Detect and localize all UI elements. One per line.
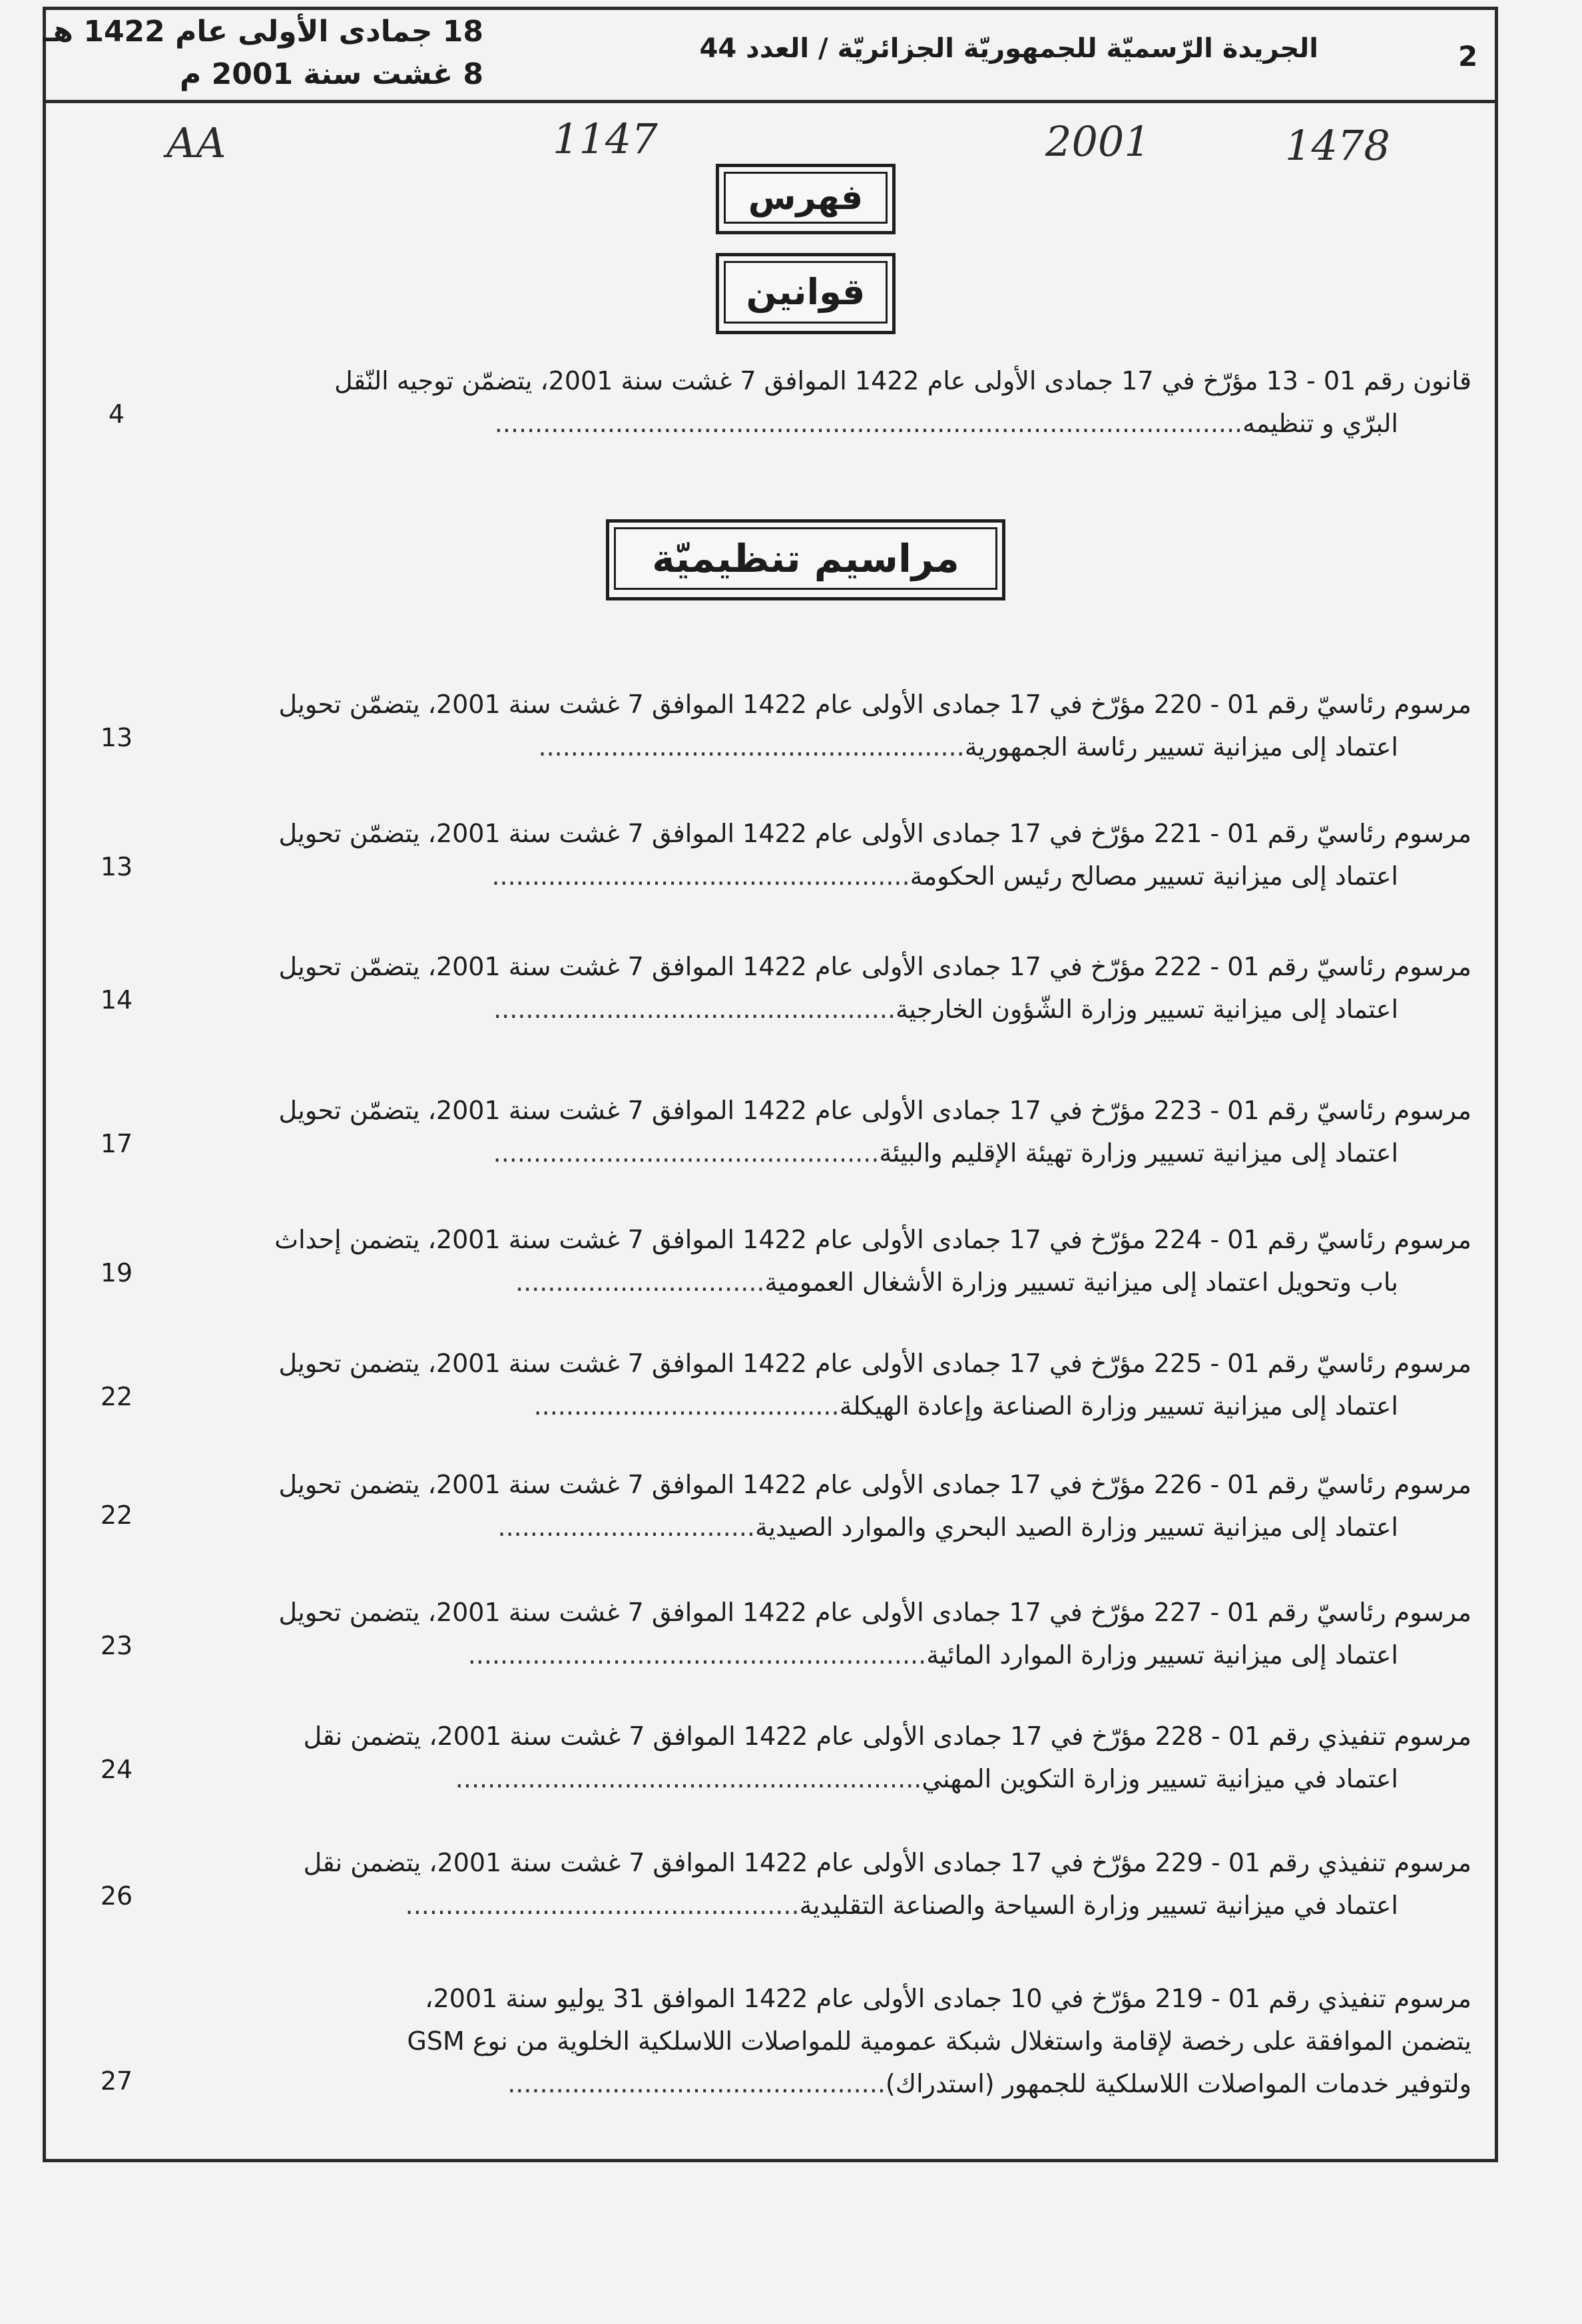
entry-line: مرسوم رئاسيّ رقم 01 - 220 مؤرّخ في 17 جمادى الأولى عام 1422 الموافق 7 غشت سنة 2001، يتضمّن تحويل [278, 690, 1471, 719]
toc-page-number: 4 [108, 399, 125, 429]
toc-entry-decree [166, 1218, 1471, 1303]
toc-entry-decree [166, 1342, 1471, 1427]
section-box-marasim [606, 519, 1005, 600]
entry-line: مرسوم تنفيذي رقم 01 - 228 مؤرّخ في 17 جمادى الأولى عام 1422 الموافق 7 غشت سنة 2001، يتضمن نقل [303, 1722, 1471, 1751]
header-journal-title: الجريدة الرّسميّة للجمهوريّة الجزائريّة / العدد 44 [699, 33, 1318, 64]
entry-line: اعتماد إلى ميزانية تسيير وزارة تهيئة الإقليم والبيئة................................................ [493, 1138, 1398, 1168]
toc-page-number: 23 [100, 1631, 133, 1660]
toc-entry-decree [166, 1841, 1471, 1927]
entry-line: مرسوم تنفيذي رقم 01 - 219 مؤرّخ في 10 جمادى الأولى عام 1422 الموافق 31 يوليو سنة 2001، [425, 1984, 1471, 2013]
entry-line: اعتماد إلى ميزانية تسيير وزارة الشّؤون الخارجية.................................................. [493, 995, 1398, 1024]
toc-entry-decree [166, 1715, 1471, 1800]
toc-page-number: 24 [100, 1755, 133, 1784]
entry-line: مرسوم رئاسيّ رقم 01 - 225 مؤرّخ في 17 جمادى الأولى عام 1422 الموافق 7 غشت سنة 2001، يتضمن تحويل [278, 1349, 1471, 1378]
toc-entry-decree [166, 1463, 1471, 1548]
toc-entry-decree [166, 1591, 1471, 1676]
handwritten-mark: 2001 [1045, 117, 1151, 166]
toc-entry-decree-last [166, 1977, 1471, 2105]
section-title-marasim: مراسيم تنظيميّة [614, 527, 997, 590]
toc-page-number: 13 [100, 852, 133, 881]
toc-entry-decree [166, 812, 1471, 897]
entry-line: قانون رقم 01 - 13 مؤرّخ في 17 جمادى الأولى عام 1422 الموافق 7 غشت سنة 2001، يتضمّن توجيه النّقل [334, 366, 1471, 395]
toc-page-number: 17 [100, 1129, 133, 1158]
handwritten-mark: AA [166, 118, 226, 167]
entry-line: مرسوم رئاسيّ رقم 01 - 223 مؤرّخ في 17 جمادى الأولى عام 1422 الموافق 7 غشت سنة 2001، يتضمّن تحويل [278, 1096, 1471, 1125]
handwritten-mark: 1478 [1285, 121, 1390, 170]
toc-page-number: 22 [100, 1501, 133, 1530]
entry-line: اعتماد إلى ميزانية تسيير وزارة الموارد المائية......................................................... [467, 1640, 1398, 1670]
section-title-qawanin: قوانين [724, 261, 888, 324]
toc-page-number: 14 [100, 985, 133, 1015]
entry-line: مرسوم رئاسيّ رقم 01 - 222 مؤرّخ في 17 جمادى الأولى عام 1422 الموافق 7 غشت سنة 2001، يتضمّن تحويل [278, 952, 1471, 981]
toc-page-number: 13 [100, 723, 133, 752]
entry-line: اعتماد إلى ميزانية تسيير وزارة الصناعة وإعادة الهيكلة...................................... [533, 1391, 1398, 1421]
entry-line: يتضمن الموافقة على رخصة لإقامة واستغلال شبكة عمومية للمواصلات اللاسلكية الخلوية من نوع GSM [407, 2026, 1471, 2056]
entry-line: اعتماد في ميزانية تسيير وزارة السياحة والصناعة التقليدية................................................. [405, 1891, 1398, 1920]
entry-line: مرسوم رئاسيّ رقم 01 - 224 مؤرّخ في 17 جمادى الأولى عام 1422 الموافق 7 غشت سنة 2001، يتضمن إحداث [274, 1225, 1471, 1254]
section-box-fihris [716, 164, 896, 234]
header-page-number: 2 [1458, 40, 1478, 73]
toc-entry-decree [166, 683, 1471, 768]
entry-line: مرسوم رئاسيّ رقم 01 - 227 مؤرّخ في 17 جمادى الأولى عام 1422 الموافق 7 غشت سنة 2001، يتضمن تحويل [278, 1598, 1471, 1627]
toc-entry-law [166, 359, 1471, 445]
header-date-hijri: 18 جمادى الأولى عام 1422 هـ [43, 15, 483, 49]
toc-page-number: 19 [100, 1258, 133, 1287]
handwritten-mark: 1147 [553, 115, 658, 163]
entry-line: البرّي و تنظيمه............................................................................................. [494, 409, 1398, 438]
toc-page-number: 26 [100, 1881, 133, 1911]
toc-entry-decree [166, 1089, 1471, 1174]
header-divider [43, 100, 1498, 103]
toc-page-number: 22 [100, 1382, 133, 1411]
section-box-qawanin [716, 253, 896, 334]
entry-line: مرسوم تنفيذي رقم 01 - 229 مؤرّخ في 17 جمادى الأولى عام 1422 الموافق 7 غشت سنة 2001، يتضمن نقل [303, 1848, 1471, 1877]
entry-line: مرسوم رئاسيّ رقم 01 - 221 مؤرّخ في 17 جمادى الأولى عام 1422 الموافق 7 غشت سنة 2001، يتضمّن تحويل [278, 819, 1471, 848]
entry-line: ولتوفير خدمات المواصلات اللاسلكية للجمهور (استدراك)............................................... [507, 2069, 1471, 2098]
entry-line: اعتماد في ميزانية تسيير وزارة التكوين المهني.......................................................... [455, 1764, 1398, 1793]
entry-line: اعتماد إلى ميزانية تسيير وزارة الصيد البحري والموارد الصيدية................................ [497, 1512, 1398, 1542]
entry-line: اعتماد إلى ميزانية تسيير مصالح رئيس الحكومة.................................................... [491, 861, 1398, 891]
entry-line: اعتماد إلى ميزانية تسيير رئاسة الجمهورية..................................................... [538, 732, 1398, 762]
entry-line: مرسوم رئاسيّ رقم 01 - 226 مؤرّخ في 17 جمادى الأولى عام 1422 الموافق 7 غشت سنة 2001، يتضمن تحويل [278, 1470, 1471, 1499]
header-date-gregorian: 8 غشت سنة 2001 م [180, 57, 483, 91]
toc-page-number: 27 [100, 2066, 133, 2096]
entry-line: باب وتحويل اعتماد إلى ميزانية تسيير وزارة الأشغال العمومية............................... [515, 1268, 1398, 1297]
toc-entry-decree [166, 945, 1471, 1031]
section-title-fihris: فهرس [724, 172, 888, 224]
